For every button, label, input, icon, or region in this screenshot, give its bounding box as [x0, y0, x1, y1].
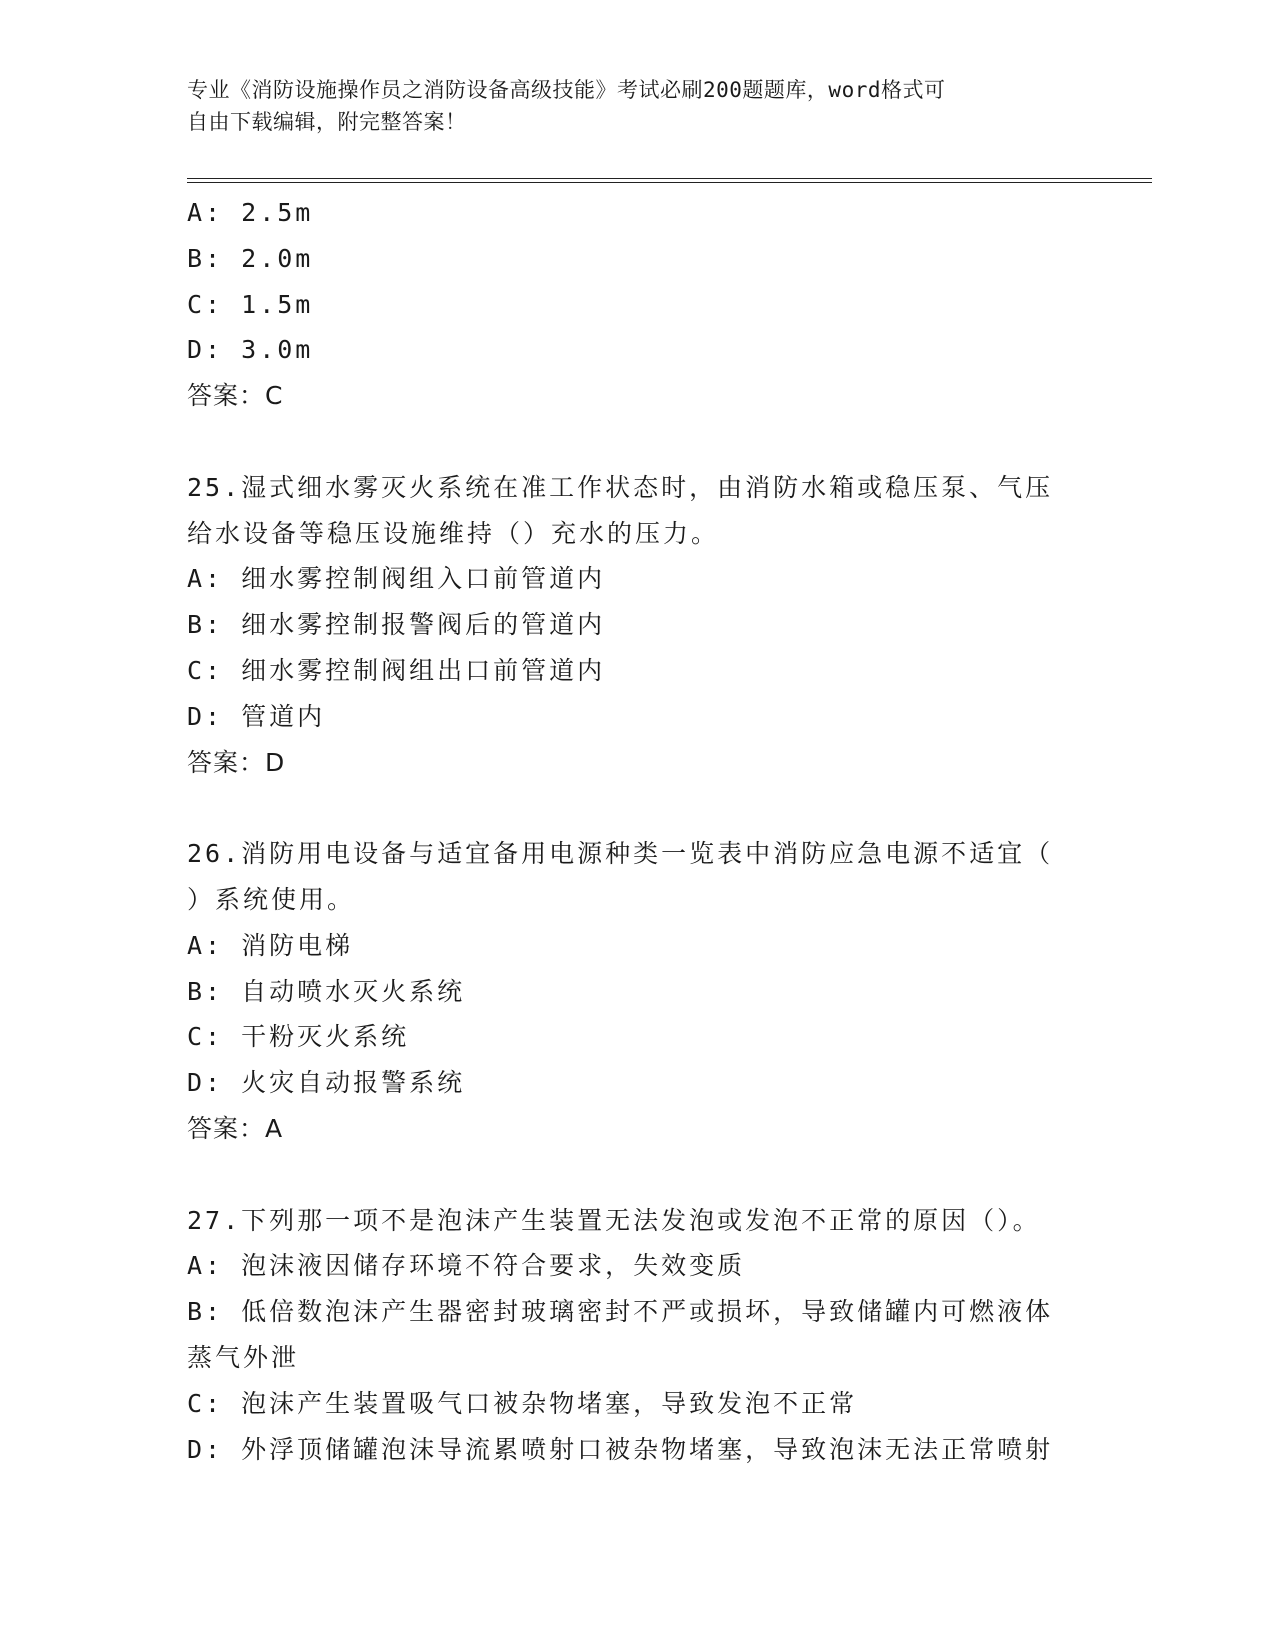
header-title-line-2: 自由下载编辑，附完整答案！ [187, 110, 467, 134]
question-stem-line-2: 给水设备等稳压设施维持（）充水的压力。 [187, 518, 720, 548]
option-c: C: 泡沫产生装置吸气口被杂物堵塞，导致发泡不正常 [187, 1388, 858, 1418]
question-25 [187, 465, 1147, 786]
option-d: D: 外浮顶储罐泡沫导流累喷射口被杂物堵塞，导致泡沫无法正常喷射 [187, 1434, 1054, 1464]
header-divider-bottom [187, 182, 1152, 183]
option-b-line-2: 蒸气外泄 [187, 1342, 300, 1372]
question-spacer [187, 785, 1147, 831]
option-a: A: 泡沫液因储存环境不符合要求，失效变质 [187, 1251, 746, 1281]
answer-line: 答案：C [187, 381, 284, 411]
question-26 [187, 831, 1147, 1152]
option-b: B: 2.0m [187, 243, 314, 273]
option-c: C: 干粉灭火系统 [187, 1022, 410, 1052]
option-b: B: 自动喷水灭火系统 [187, 976, 466, 1006]
question-list [187, 190, 1147, 1472]
option-a: A: 消防电梯 [187, 930, 354, 960]
option-a: A: 2.5m [187, 198, 314, 227]
question-spacer [187, 1152, 1147, 1198]
question-27 [187, 1198, 1147, 1473]
answer-line: 答案：A [187, 1113, 284, 1143]
option-b-line-1: B: 低倍数泡沫产生器密封玻璃密封不严或损坏，导致储罐内可燃液体 [187, 1297, 1054, 1327]
option-c: C: 细水雾控制阀组出口前管道内 [187, 655, 606, 685]
document-header [187, 74, 1087, 138]
option-d: D: 火灾自动报警系统 [187, 1068, 466, 1098]
option-c: C: 1.5m [187, 289, 314, 319]
question-stem-line-2: ）系统使用。 [187, 884, 356, 914]
question-stem-line-1: 26.消防用电设备与适宜备用电源种类一览表中消防应急电源不适宜（ [187, 839, 1054, 869]
question-spacer [187, 419, 1147, 465]
header-title-line-1: 专业《消防设施操作员之消防设备高级技能》考试必刷200题题库，word格式可 [187, 78, 946, 102]
option-d: D: 3.0m [187, 335, 314, 365]
answer-line: 答案：D [187, 747, 286, 777]
question-stem-line-1: 25.湿式细水雾灭火系统在准工作状态时，由消防水箱或稳压泵、气压 [187, 472, 1054, 502]
question-24-options [187, 190, 1147, 419]
option-a: A: 细水雾控制阀组入口前管道内 [187, 564, 606, 594]
option-d: D: 管道内 [187, 701, 326, 731]
question-stem-line-1: 27.下列那一项不是泡沫产生装置无法发泡或发泡不正常的原因（）。 [187, 1205, 1041, 1235]
option-b: B: 细水雾控制报警阀后的管道内 [187, 610, 606, 640]
header-divider-top [187, 178, 1152, 179]
